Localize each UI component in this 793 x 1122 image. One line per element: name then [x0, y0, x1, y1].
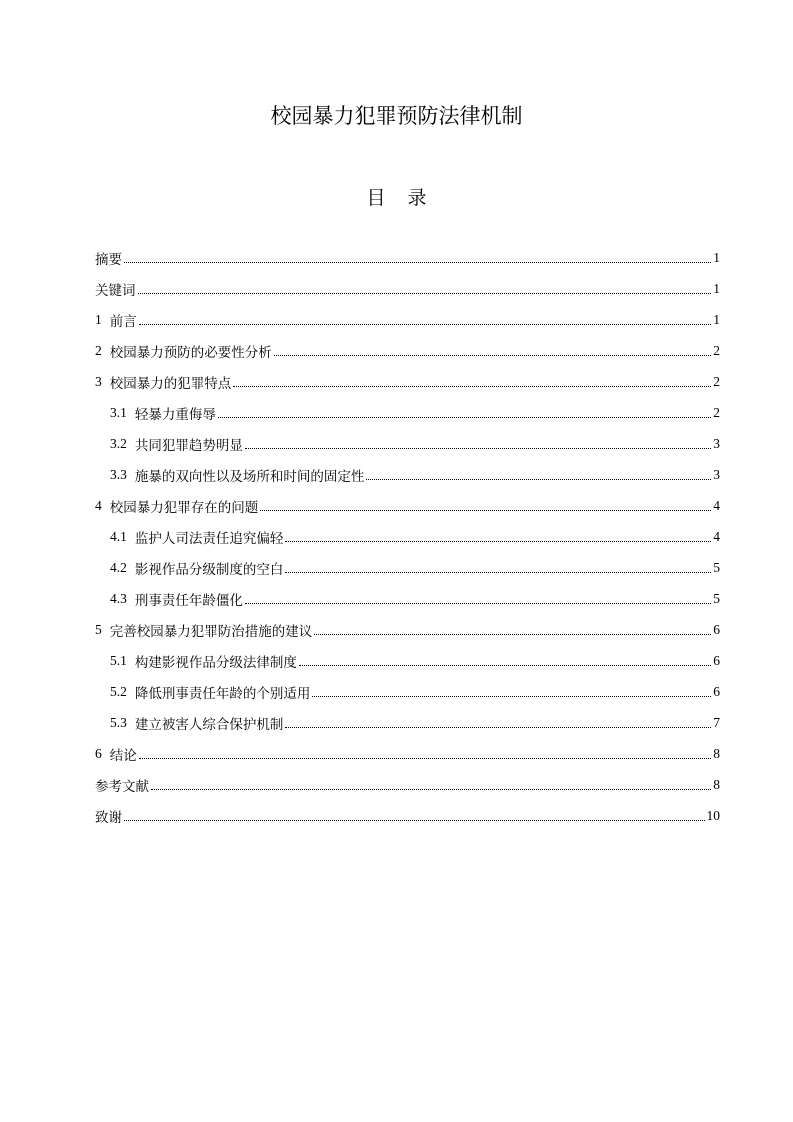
toc-entry-label: 完善校园暴力犯罪防治措施的建议 [109, 623, 313, 640]
toc-entry-page-number: 1 [713, 249, 720, 265]
toc-entry-label: 影视作品分级制度的空白 [134, 561, 284, 578]
dot-leader [274, 354, 712, 356]
dot-leader [299, 664, 711, 666]
toc-entry[interactable] [95, 769, 720, 800]
toc-entry-page-number: 10 [706, 807, 720, 823]
toc-entry-page-number: 1 [713, 280, 720, 296]
toc-entry[interactable] [95, 676, 720, 707]
toc-entry-page-number: 6 [713, 621, 720, 637]
toc-entry-number: 3.1 [110, 404, 127, 420]
toc-entry-label: 轻暴力重侮辱 [134, 406, 216, 423]
toc-entry[interactable] [95, 273, 720, 304]
toc-entry-number: 4 [95, 497, 102, 513]
toc-entry[interactable] [95, 397, 720, 428]
toc-entry-page-number: 2 [713, 342, 720, 358]
toc-entry-label: 结论 [109, 747, 137, 764]
toc-entry-page-number: 2 [713, 404, 720, 420]
dot-leader [151, 788, 711, 790]
toc-entry[interactable] [95, 614, 720, 645]
toc-entry-label: 构建影视作品分级法律制度 [134, 654, 297, 671]
toc-entry-label: 参考文献 [95, 778, 149, 795]
dot-leader [233, 385, 711, 387]
toc-entry[interactable] [95, 304, 720, 335]
dot-leader [285, 726, 711, 728]
toc-heading: 目录 [366, 187, 449, 209]
toc-entry[interactable] [95, 335, 720, 366]
toc-entry[interactable] [95, 242, 720, 273]
dot-leader [124, 819, 705, 821]
toc-entry-page-number: 8 [713, 776, 720, 792]
toc-entry[interactable] [95, 366, 720, 397]
toc-entry-page-number: 5 [713, 590, 720, 606]
toc-entry-page-number: 2 [713, 373, 720, 389]
toc-entry-label: 关键词 [95, 282, 136, 299]
toc-entry-number: 4.1 [110, 528, 127, 544]
toc-entry-label: 施暴的双向性以及场所和时间的固定性 [134, 468, 365, 485]
toc-entry-label: 校园暴力的犯罪特点 [109, 375, 232, 392]
toc-entry-label: 刑事责任年龄僵化 [134, 592, 243, 609]
toc-entry-page-number: 1 [713, 311, 720, 327]
toc-entry-page-number: 3 [713, 466, 720, 482]
document-title: 校园暴力犯罪预防法律机制 [270, 104, 523, 128]
dot-leader [285, 571, 711, 573]
toc-entry-number: 3.3 [110, 466, 127, 482]
toc-entry[interactable] [95, 459, 720, 490]
toc-entry[interactable] [95, 645, 720, 676]
toc-entry[interactable] [95, 707, 720, 738]
toc-entry[interactable] [95, 521, 720, 552]
toc-entry-label: 降低刑事责任年龄的个别适用 [134, 685, 311, 702]
table-of-contents [95, 242, 720, 831]
dot-leader [312, 695, 711, 697]
toc-entry-page-number: 3 [713, 435, 720, 451]
toc-entry-label: 摘要 [95, 251, 122, 268]
toc-entry-number: 5.1 [110, 652, 127, 668]
dot-leader [245, 447, 711, 449]
dot-leader [245, 602, 711, 604]
toc-entry-number: 2 [95, 342, 102, 358]
toc-entry-label: 校园暴力预防的必要性分析 [109, 344, 272, 361]
toc-entry-page-number: 8 [713, 745, 720, 761]
toc-entry-page-number: 5 [713, 559, 720, 575]
toc-entry-page-number: 7 [713, 714, 720, 730]
toc-entry-label: 建立被害人综合保护机制 [134, 716, 284, 733]
toc-entry-label: 监护人司法责任追究偏轻 [134, 530, 284, 547]
toc-entry-number: 4.2 [110, 559, 127, 575]
toc-entry-number: 4.3 [110, 590, 127, 606]
toc-entry-label: 校园暴力犯罪存在的问题 [109, 499, 259, 516]
toc-entry-number: 5.2 [110, 683, 127, 699]
toc-entry-label: 共同犯罪趋势明显 [134, 437, 243, 454]
dot-leader [138, 292, 712, 294]
toc-entry[interactable] [95, 800, 720, 831]
toc-entry-page-number: 4 [713, 497, 720, 513]
toc-entry[interactable] [95, 738, 720, 769]
toc-entry-page-number: 6 [713, 652, 720, 668]
dot-leader [139, 323, 712, 325]
toc-entry-number: 5.3 [110, 714, 127, 730]
toc-entry-label: 致谢 [95, 809, 122, 826]
toc-entry-number: 3.2 [110, 435, 127, 451]
toc-entry[interactable] [95, 552, 720, 583]
toc-entry-number: 1 [95, 311, 102, 327]
toc-entry-number: 3 [95, 373, 102, 389]
dot-leader [218, 416, 711, 418]
toc-entry-page-number: 6 [713, 683, 720, 699]
dot-leader [139, 757, 712, 759]
toc-entry-number: 5 [95, 621, 102, 637]
dot-leader [285, 540, 711, 542]
toc-entry-number: 6 [95, 745, 102, 761]
toc-entry[interactable] [95, 490, 720, 521]
toc-entry[interactable] [95, 428, 720, 459]
dot-leader [366, 478, 711, 480]
toc-entry-page-number: 4 [713, 528, 720, 544]
dot-leader [124, 261, 711, 263]
toc-entry-label: 前言 [109, 313, 137, 330]
dot-leader [314, 633, 711, 635]
dot-leader [260, 509, 711, 511]
toc-entry[interactable] [95, 583, 720, 614]
